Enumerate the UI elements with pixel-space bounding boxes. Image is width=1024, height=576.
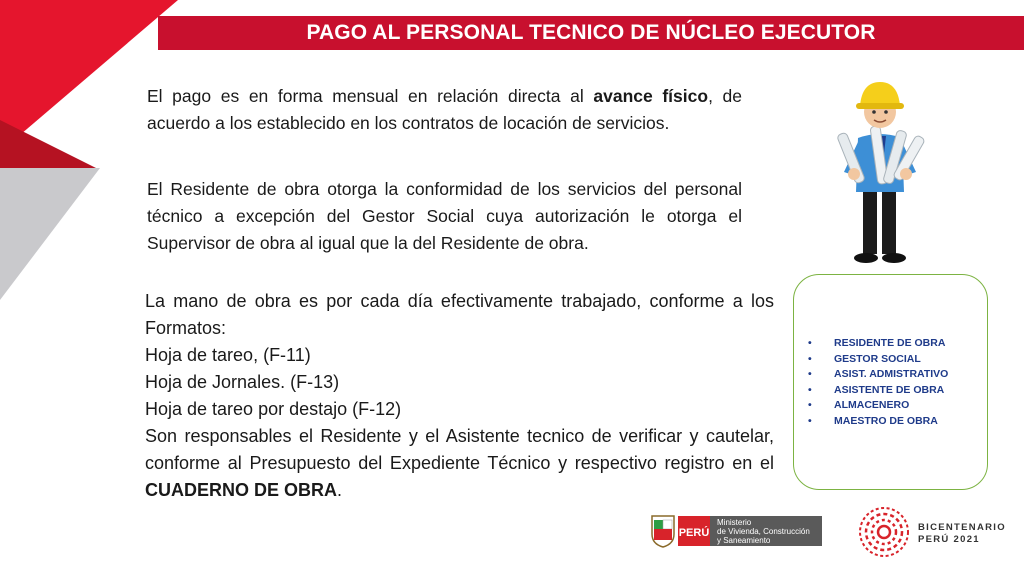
paragraph-conformity: El Residente de obra otorga la conformidad de los servicios del personal técnico a excepción del Gestor Social cuya autorización le otorga el Supervisor de obra al igual que la del Residente de obra. xyxy=(147,179,742,253)
format-item: Hoja de tareo, (F-11) xyxy=(145,345,311,365)
role-item: • GESTOR SOCIAL xyxy=(808,352,948,368)
ministry-logo xyxy=(648,512,824,548)
bicentenario-logo xyxy=(858,506,1008,558)
logo-ministry-line1: Ministerio xyxy=(717,518,752,527)
labor-intro: La mano de obra es por cada día efectivamente trabajado, conforme a los Formatos: xyxy=(145,291,774,338)
format-item: Hoja de tareo por destajo (F-12) xyxy=(145,399,402,419)
page-title: PAGO AL PERSONAL TECNICO DE NÚCLEO EJECUTOR xyxy=(306,21,876,44)
role-item: • ALMACENERO xyxy=(808,398,948,414)
bicentenario-line1: BICENTENARIO xyxy=(918,522,1006,533)
roles-list xyxy=(808,336,948,429)
worker-illustration xyxy=(816,76,946,272)
cuaderno-de-obra: CUADERNO DE OBRA xyxy=(145,480,338,500)
bicentenario-emblem-icon xyxy=(860,508,908,556)
logo-ministry-line3: y Saneamiento xyxy=(717,536,771,545)
logo-ministry-line2: de Vivienda, Construcción xyxy=(717,527,810,536)
logo-country: PERÚ xyxy=(678,527,710,539)
responsibility-text: Son responsables el Residente y el Asistente tecnico de verificar y cautelar, conforme al Presupuesto del Expediente Técnico y respectivo registro en el CUADERNO DE OBRA. xyxy=(145,426,774,500)
role-item: • ASIST. ADMISTRATIVO xyxy=(808,367,948,383)
role-item: • RESIDENTE DE OBRA xyxy=(808,336,948,352)
bicentenario-line2: PERÚ 2021 xyxy=(918,534,980,545)
highlight-avance-fisico: avance físico xyxy=(593,86,709,106)
paragraph-payment: El pago es en forma mensual en relación directa al avance físico, de acuerdo a los establecido en los contratos de locación de servicios. xyxy=(147,86,743,133)
role-item: • ASISTENTE DE OBRA xyxy=(808,383,948,399)
role-item: • MAESTRO DE OBRA xyxy=(808,414,948,430)
labor-block xyxy=(145,288,774,504)
format-item: Hoja de Jornales. (F-13) xyxy=(145,372,340,392)
